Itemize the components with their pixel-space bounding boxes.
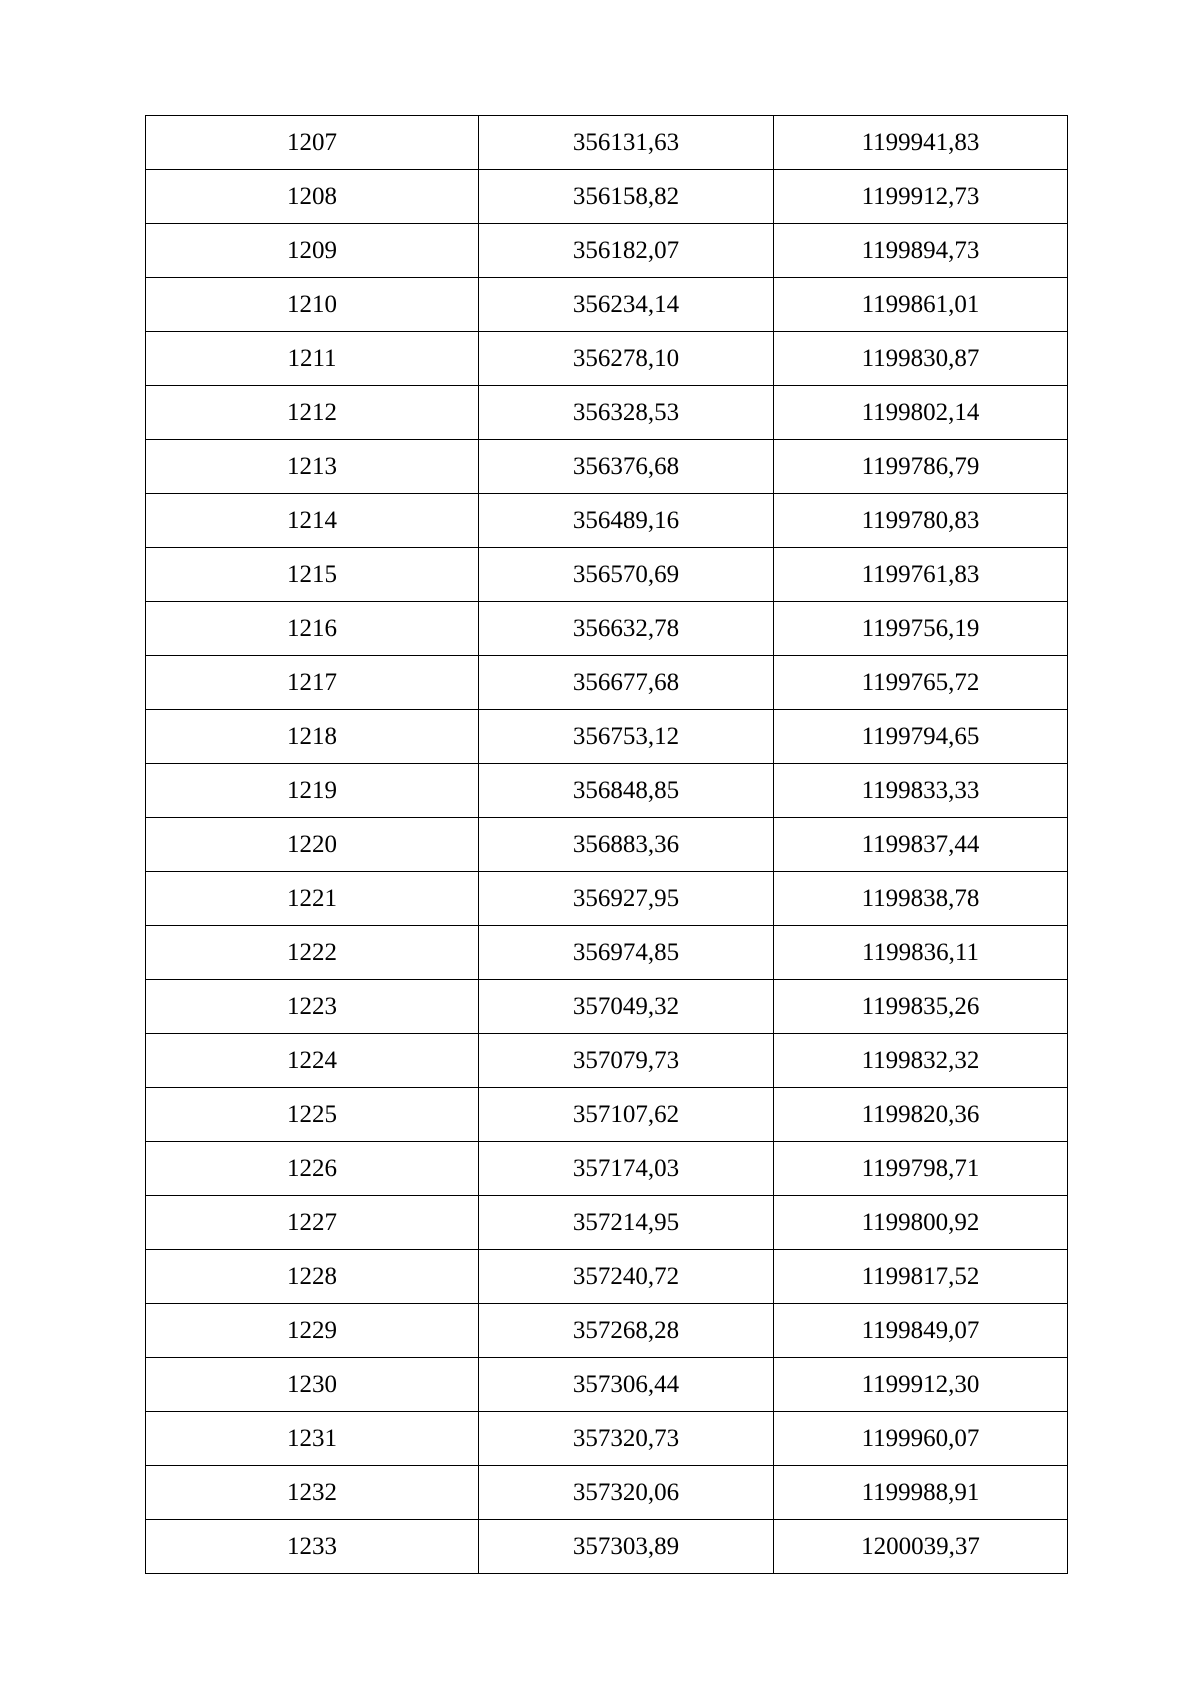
x-coordinate-cell: 356328,53 bbox=[479, 386, 774, 440]
table-row bbox=[146, 440, 1068, 494]
table-row bbox=[146, 386, 1068, 440]
table-row bbox=[146, 764, 1068, 818]
x-coordinate-cell: 356927,95 bbox=[479, 872, 774, 926]
y-coordinate-cell: 1199894,73 bbox=[774, 224, 1068, 278]
point-number-cell: 1231 bbox=[146, 1412, 479, 1466]
point-number-cell: 1217 bbox=[146, 656, 479, 710]
x-coordinate-cell: 357049,32 bbox=[479, 980, 774, 1034]
point-number-cell: 1233 bbox=[146, 1520, 479, 1574]
x-coordinate-cell: 356182,07 bbox=[479, 224, 774, 278]
x-coordinate-cell: 356234,14 bbox=[479, 278, 774, 332]
point-number-cell: 1210 bbox=[146, 278, 479, 332]
point-number-cell: 1214 bbox=[146, 494, 479, 548]
x-coordinate-cell: 357320,73 bbox=[479, 1412, 774, 1466]
table-row bbox=[146, 170, 1068, 224]
x-coordinate-cell: 357240,72 bbox=[479, 1250, 774, 1304]
table-row bbox=[146, 1034, 1068, 1088]
point-number-cell: 1219 bbox=[146, 764, 479, 818]
table-row bbox=[146, 818, 1068, 872]
y-coordinate-cell: 1199830,87 bbox=[774, 332, 1068, 386]
y-coordinate-cell: 1199837,44 bbox=[774, 818, 1068, 872]
table-row bbox=[146, 1196, 1068, 1250]
table-row bbox=[146, 1250, 1068, 1304]
table-row bbox=[146, 1466, 1068, 1520]
y-coordinate-cell: 1199780,83 bbox=[774, 494, 1068, 548]
y-coordinate-cell: 1199836,11 bbox=[774, 926, 1068, 980]
x-coordinate-cell: 356278,10 bbox=[479, 332, 774, 386]
y-coordinate-cell: 1199802,14 bbox=[774, 386, 1068, 440]
x-coordinate-cell: 356131,63 bbox=[479, 116, 774, 170]
point-number-cell: 1218 bbox=[146, 710, 479, 764]
point-number-cell: 1207 bbox=[146, 116, 479, 170]
x-coordinate-cell: 356883,36 bbox=[479, 818, 774, 872]
table-row bbox=[146, 872, 1068, 926]
table-row bbox=[146, 116, 1068, 170]
y-coordinate-cell: 1199794,65 bbox=[774, 710, 1068, 764]
x-coordinate-cell: 357268,28 bbox=[479, 1304, 774, 1358]
y-coordinate-cell: 1199786,79 bbox=[774, 440, 1068, 494]
point-number-cell: 1221 bbox=[146, 872, 479, 926]
y-coordinate-cell: 1199912,73 bbox=[774, 170, 1068, 224]
y-coordinate-cell: 1199765,72 bbox=[774, 656, 1068, 710]
point-number-cell: 1228 bbox=[146, 1250, 479, 1304]
table-row bbox=[146, 494, 1068, 548]
table-row bbox=[146, 224, 1068, 278]
table-row bbox=[146, 1520, 1068, 1574]
x-coordinate-cell: 357306,44 bbox=[479, 1358, 774, 1412]
x-coordinate-cell: 356632,78 bbox=[479, 602, 774, 656]
y-coordinate-cell: 1199838,78 bbox=[774, 872, 1068, 926]
x-coordinate-cell: 356376,68 bbox=[479, 440, 774, 494]
x-coordinate-cell: 356848,85 bbox=[479, 764, 774, 818]
point-number-cell: 1230 bbox=[146, 1358, 479, 1412]
point-number-cell: 1215 bbox=[146, 548, 479, 602]
y-coordinate-cell: 1199941,83 bbox=[774, 116, 1068, 170]
table-row bbox=[146, 710, 1068, 764]
table-row bbox=[146, 332, 1068, 386]
y-coordinate-cell: 1199960,07 bbox=[774, 1412, 1068, 1466]
y-coordinate-cell: 1199912,30 bbox=[774, 1358, 1068, 1412]
y-coordinate-cell: 1199832,32 bbox=[774, 1034, 1068, 1088]
x-coordinate-cell: 357079,73 bbox=[479, 1034, 774, 1088]
coordinates-table bbox=[145, 115, 1068, 1574]
table-row bbox=[146, 1304, 1068, 1358]
table-row bbox=[146, 1142, 1068, 1196]
table-row bbox=[146, 980, 1068, 1034]
y-coordinate-cell: 1199835,26 bbox=[774, 980, 1068, 1034]
point-number-cell: 1224 bbox=[146, 1034, 479, 1088]
point-number-cell: 1229 bbox=[146, 1304, 479, 1358]
table-row bbox=[146, 1358, 1068, 1412]
point-number-cell: 1225 bbox=[146, 1088, 479, 1142]
point-number-cell: 1220 bbox=[146, 818, 479, 872]
table-row bbox=[146, 926, 1068, 980]
x-coordinate-cell: 356158,82 bbox=[479, 170, 774, 224]
x-coordinate-cell: 356974,85 bbox=[479, 926, 774, 980]
y-coordinate-cell: 1199756,19 bbox=[774, 602, 1068, 656]
y-coordinate-cell: 1199798,71 bbox=[774, 1142, 1068, 1196]
y-coordinate-cell: 1199861,01 bbox=[774, 278, 1068, 332]
x-coordinate-cell: 357174,03 bbox=[479, 1142, 774, 1196]
y-coordinate-cell: 1199817,52 bbox=[774, 1250, 1068, 1304]
table-row bbox=[146, 278, 1068, 332]
y-coordinate-cell: 1199800,92 bbox=[774, 1196, 1068, 1250]
y-coordinate-cell: 1199833,33 bbox=[774, 764, 1068, 818]
x-coordinate-cell: 356489,16 bbox=[479, 494, 774, 548]
coordinates-table-body bbox=[146, 116, 1068, 1574]
y-coordinate-cell: 1199849,07 bbox=[774, 1304, 1068, 1358]
y-coordinate-cell: 1199820,36 bbox=[774, 1088, 1068, 1142]
x-coordinate-cell: 357214,95 bbox=[479, 1196, 774, 1250]
table-row bbox=[146, 656, 1068, 710]
point-number-cell: 1208 bbox=[146, 170, 479, 224]
point-number-cell: 1211 bbox=[146, 332, 479, 386]
point-number-cell: 1212 bbox=[146, 386, 479, 440]
table-row bbox=[146, 1088, 1068, 1142]
point-number-cell: 1209 bbox=[146, 224, 479, 278]
x-coordinate-cell: 356753,12 bbox=[479, 710, 774, 764]
table-row bbox=[146, 1412, 1068, 1466]
table-row bbox=[146, 602, 1068, 656]
table-row bbox=[146, 548, 1068, 602]
point-number-cell: 1227 bbox=[146, 1196, 479, 1250]
x-coordinate-cell: 357320,06 bbox=[479, 1466, 774, 1520]
point-number-cell: 1226 bbox=[146, 1142, 479, 1196]
x-coordinate-cell: 357303,89 bbox=[479, 1520, 774, 1574]
point-number-cell: 1222 bbox=[146, 926, 479, 980]
point-number-cell: 1223 bbox=[146, 980, 479, 1034]
x-coordinate-cell: 356677,68 bbox=[479, 656, 774, 710]
y-coordinate-cell: 1200039,37 bbox=[774, 1520, 1068, 1574]
y-coordinate-cell: 1199761,83 bbox=[774, 548, 1068, 602]
x-coordinate-cell: 357107,62 bbox=[479, 1088, 774, 1142]
point-number-cell: 1232 bbox=[146, 1466, 479, 1520]
point-number-cell: 1216 bbox=[146, 602, 479, 656]
y-coordinate-cell: 1199988,91 bbox=[774, 1466, 1068, 1520]
x-coordinate-cell: 356570,69 bbox=[479, 548, 774, 602]
point-number-cell: 1213 bbox=[146, 440, 479, 494]
